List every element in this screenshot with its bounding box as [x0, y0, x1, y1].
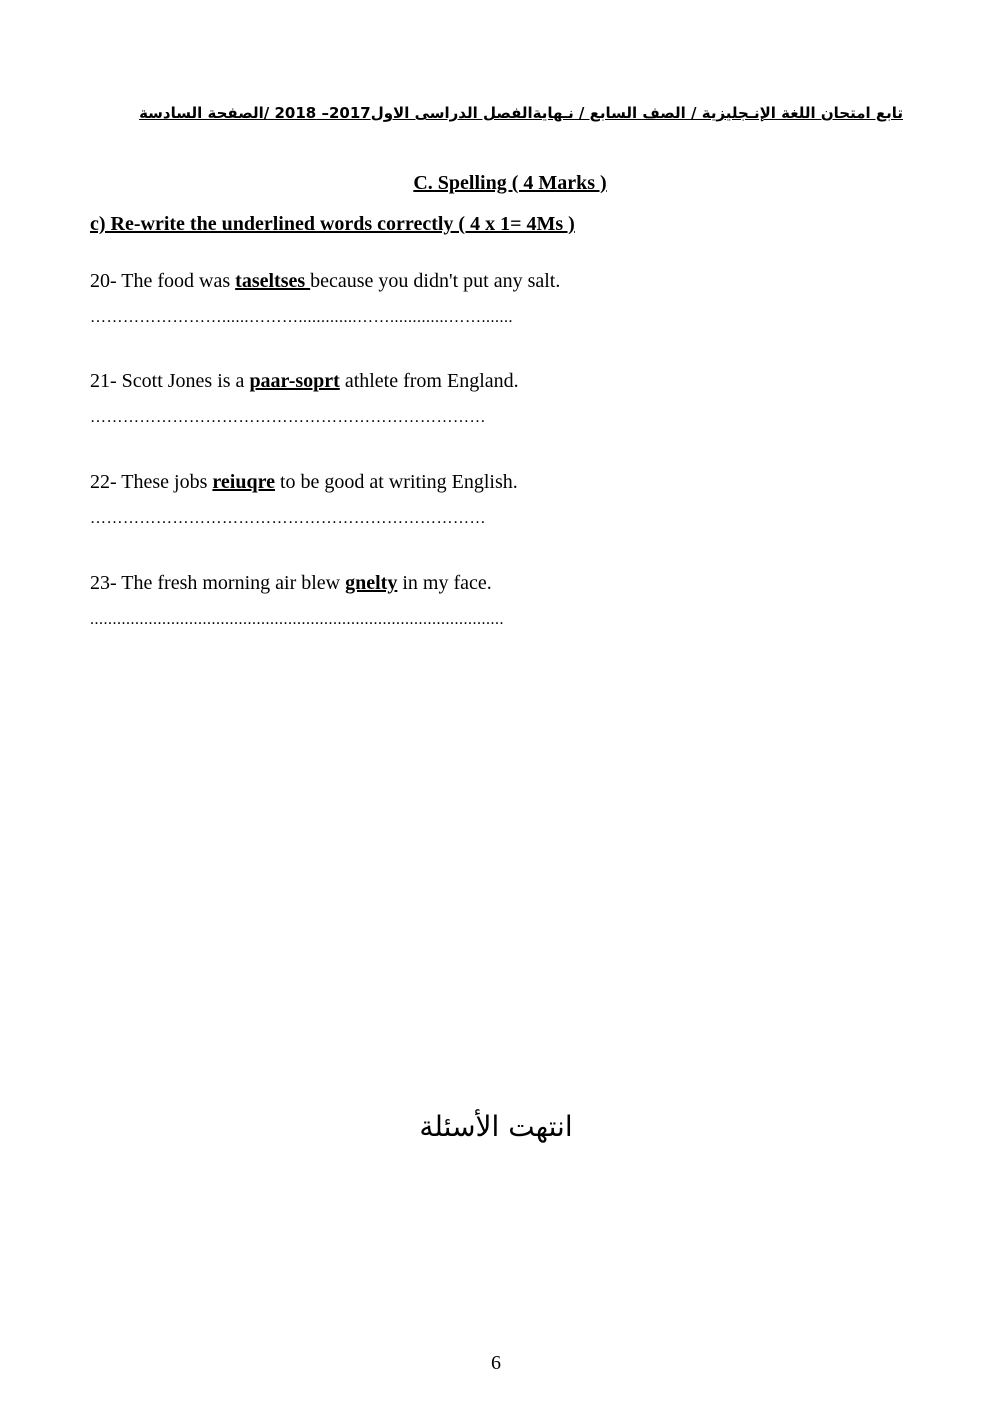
question-prefix: 22- These jobs: [90, 471, 213, 493]
question-22: [90, 471, 518, 494]
misspelled-word: taseltses: [235, 270, 311, 292]
question-23: [90, 572, 492, 595]
misspelled-word: gnelty: [345, 572, 398, 594]
answer-line-23: ............................................................................................: [90, 611, 504, 628]
question-suffix: in my face.: [397, 572, 492, 594]
exam-header: تابع امتحان اللغة الإنـجليزية / الصف السابع / نـهايةالفصل الدراسى الاول2017– 2018 /الصفحة السادسة: [139, 104, 903, 122]
answer-line-20: ……………………......……….............…….............…….......: [90, 309, 513, 326]
question-20: [90, 270, 560, 293]
end-of-questions-text: انتهت الأسئلة: [419, 1110, 573, 1143]
page-number: 6: [491, 1352, 501, 1374]
question-prefix: 20- The food was: [90, 270, 236, 292]
question-prefix: 21- Scott Jones is a: [90, 370, 250, 392]
misspelled-word: reiuqre: [212, 471, 275, 493]
question-suffix: because you didn't put any salt.: [310, 270, 561, 292]
misspelled-word: paar-soprt: [249, 370, 340, 392]
answer-line-21: ………………………………………………………………: [90, 409, 486, 426]
answer-line-22: ………………………………………………………………: [90, 510, 486, 527]
question-suffix: to be good at writing English.: [275, 471, 518, 493]
question-prefix: 23- The fresh morning air blew: [90, 572, 346, 594]
instruction-text: c) Re-write the underlined words correctly ( 4 x 1= 4Ms ): [90, 213, 575, 235]
section-title: C. Spelling ( 4 Marks ): [413, 172, 607, 194]
question-suffix: athlete from England.: [339, 370, 519, 392]
question-21: [90, 370, 519, 393]
